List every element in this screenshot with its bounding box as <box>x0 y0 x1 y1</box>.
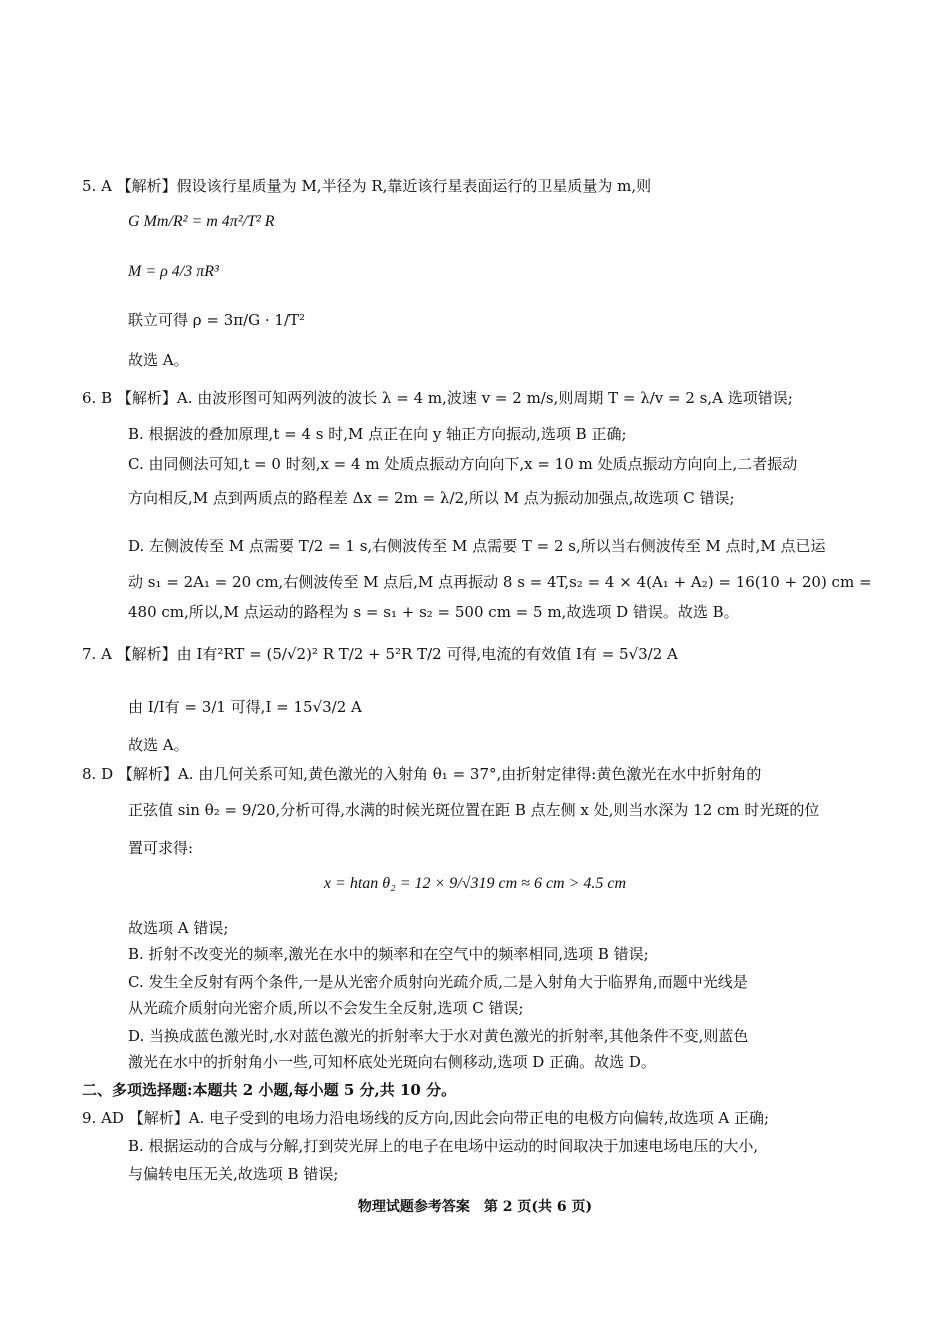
q8-option-d-line2: 激光在水中的折射角小一些,可知杯底处光斑向右侧移动,选项 D 正确。故选 D。 <box>128 1053 656 1071</box>
q7-line-2: 由 I/I有 = 3/1 可得,I = 15√3/2 A <box>128 698 362 716</box>
q8-equation: x = htan θ₂ = 12 × 9/√319 cm ≈ 6 cm > 4.5 cm <box>323 875 627 892</box>
q6-option-d-line3: 480 cm,所以,M 点运动的路程为 s = s₁ + s₂ = 500 cm = 5 m,故选项 D 错误。故选 B。 <box>128 603 739 621</box>
q8-option-b: B. 折射不改变光的频率,激光在水中的频率和在空气中的频率相同,选项 B 错误; <box>128 945 649 963</box>
q5-equation-2: M = ρ 4/3 πR³ <box>128 263 219 280</box>
q8-option-d-line1: D. 当换成蓝色激光时,水对蓝色激光的折射率大于水对黄色激光的折射率,其他条件不变,则蓝色 <box>128 1027 749 1045</box>
q5-equation-1: G Mm/R² = m 4π²/T² R <box>128 213 275 230</box>
q6-option-b: B. 根据波的叠加原理,t = 4 s 时,M 点正在向 y 轴正方向振动,选项 B 正确; <box>128 425 627 443</box>
q8-option-c-line2: 从光疏介质射向光密介质,所以不会发生全反射,选项 C 错误; <box>128 999 524 1017</box>
q8-line-4: 故选项 A 错误; <box>128 919 229 937</box>
q6-option-c-line2: 方向相反,M 点到两质点的路程差 Δx = 2m = λ/2,所以 M 点为振动加强点,故选项 C 错误; <box>128 489 735 507</box>
q5-equation-3: 联立可得 ρ = 3π/G · 1/T² <box>128 311 306 329</box>
section-2-heading: 二、多项选择题:本题共 2 小题,每小题 5 分,共 10 分。 <box>82 1081 457 1099</box>
q8-option-c-line1: C. 发生全反射有两个条件,一是从光密介质射向光疏介质,二是入射角大于临界角,而题中光线是 <box>128 973 748 991</box>
q6-option-d-line2: 动 s₁ = 2A₁ = 20 cm,右侧波传至 M 点后,M 点再振动 8 s = 4T,s₂ = 4 × 4(A₁ + A₂) = 16(10 + 20) cm = <box>128 573 872 591</box>
page-footer: 物理试题参考答案 第 2 页(共 6 页) <box>357 1199 593 1215</box>
q8-heading: 8. D 【解析】A. 由几何关系可知,黄色激光的入射角 θ₁ = 37°,由折射定律得:黄色激光在水中折射角的 <box>82 765 762 783</box>
q6-heading: 6. B 【解析】A. 由波形图可知两列波的波长 λ = 4 m,波速 v = 2 m/s,则周期 T = λ/v = 2 s,A 选项错误; <box>82 389 793 407</box>
q6-option-c-line1: C. 由同侧法可知,t = 0 时刻,x = 4 m 处质点振动方向向下,x = 10 m 处质点振动方向向上,二者振动 <box>128 455 798 473</box>
q7-conclusion: 故选 A。 <box>128 736 189 754</box>
q8-line-2: 正弦值 sin θ₂ = 9/20,分析可得,水满的时候光斑位置在距 B 点左侧 x 处,则当水深为 12 cm 时光斑的位 <box>128 801 820 819</box>
q9-option-b-line1: B. 根据运动的合成与分解,打到荧光屏上的电子在电场中运动的时间取决于加速电场电压的大小, <box>128 1137 759 1155</box>
q8-line-3: 置可求得: <box>128 839 194 857</box>
q6-option-d-line1: D. 左侧波传至 M 点需要 T/2 = 1 s,右侧波传至 M 点需要 T = 2 s,所以当右侧波传至 M 点时,M 点已运 <box>128 537 826 555</box>
q5-conclusion: 故选 A。 <box>128 351 189 369</box>
q9-heading: 9. AD 【解析】A. 电子受到的电场力沿电场线的反方向,因此会向带正电的电极方向偏转,故选项 A 正确; <box>82 1109 770 1127</box>
q7-heading: 7. A 【解析】由 I有²RT = (5/√2)² R T/2 + 5²R T/2 可得,电流的有效值 I有 = 5√3/2 A <box>82 645 678 663</box>
q5-heading: 5. A 【解析】假设该行星质量为 M,半径为 R,靠近该行星表面运行的卫星质量为 m,则 <box>82 177 652 195</box>
q9-option-b-line2: 与偏转电压无关,故选项 B 错误; <box>128 1165 339 1183</box>
